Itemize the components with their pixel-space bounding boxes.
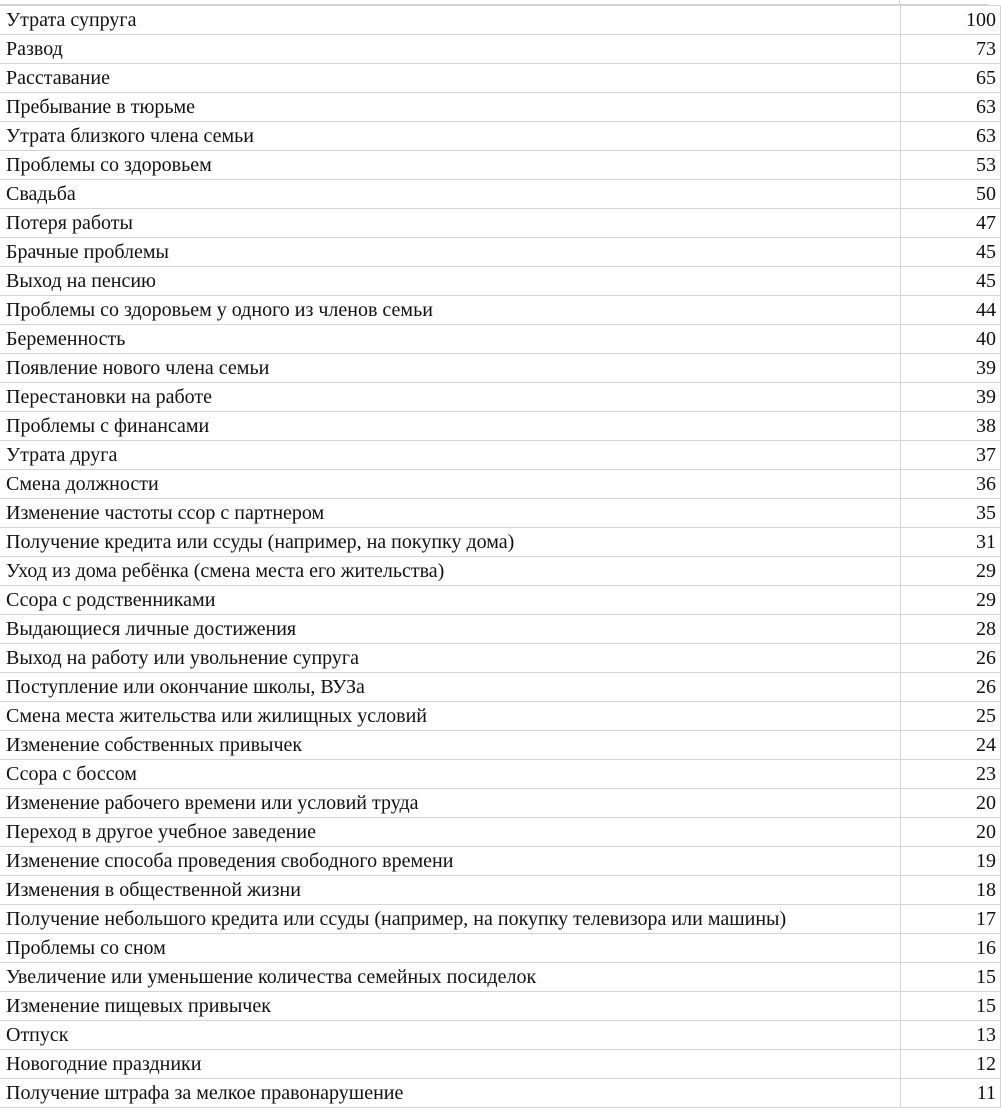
table-row bbox=[0, 528, 1001, 557]
event-cell[interactable]: Отпуск bbox=[0, 1021, 901, 1050]
event-cell[interactable]: Смена места жительства или жилищных условий bbox=[0, 702, 901, 731]
event-cell[interactable]: Перестановки на работе bbox=[0, 383, 901, 412]
event-cell[interactable]: Получение кредита или ссуды (например, на покупку дома) bbox=[0, 528, 901, 557]
table-row bbox=[0, 586, 1001, 615]
score-cell[interactable]: 13 bbox=[901, 1021, 1001, 1050]
score-cell[interactable]: 26 bbox=[901, 644, 1001, 673]
score-cell[interactable]: 17 bbox=[901, 905, 1001, 934]
event-cell[interactable]: Свадьба bbox=[0, 180, 901, 209]
score-cell[interactable]: 36 bbox=[901, 470, 1001, 499]
score-cell[interactable]: 24 bbox=[901, 731, 1001, 760]
event-cell[interactable]: Беременность bbox=[0, 325, 901, 354]
table-row bbox=[0, 180, 1001, 209]
table-row bbox=[0, 615, 1001, 644]
table-row bbox=[0, 35, 1001, 64]
score-cell[interactable]: 50 bbox=[901, 180, 1001, 209]
table-row bbox=[0, 847, 1001, 876]
table-body bbox=[0, 6, 1001, 1108]
event-cell[interactable]: Новогодние праздники bbox=[0, 1050, 901, 1079]
event-cell[interactable]: Выход на работу или увольнение супруга bbox=[0, 644, 901, 673]
event-cell[interactable]: Изменения в общественной жизни bbox=[0, 876, 901, 905]
event-cell[interactable]: Появление нового члена семьи bbox=[0, 354, 901, 383]
table-row bbox=[0, 818, 1001, 847]
table-row bbox=[0, 499, 1001, 528]
event-cell[interactable]: Увеличение или уменьшение количества семейных посиделок bbox=[0, 963, 901, 992]
event-cell[interactable]: Проблемы со здоровьем у одного из членов семьи bbox=[0, 296, 901, 325]
table-row bbox=[0, 151, 1001, 180]
event-cell[interactable]: Пребывание в тюрьме bbox=[0, 93, 901, 122]
table-row bbox=[0, 876, 1001, 905]
table-row bbox=[0, 702, 1001, 731]
event-cell[interactable]: Ссора с боссом bbox=[0, 760, 901, 789]
table-row bbox=[0, 963, 1001, 992]
table-row bbox=[0, 789, 1001, 818]
score-cell[interactable]: 15 bbox=[901, 992, 1001, 1021]
event-cell[interactable]: Выдающиеся личные достижения bbox=[0, 615, 901, 644]
score-cell[interactable]: 63 bbox=[901, 93, 1001, 122]
table-row bbox=[0, 383, 1001, 412]
table-row bbox=[0, 905, 1001, 934]
event-cell[interactable]: Расставание bbox=[0, 64, 901, 93]
event-cell[interactable]: Уход из дома ребёнка (смена места его жительства) bbox=[0, 557, 901, 586]
score-cell[interactable]: 26 bbox=[901, 673, 1001, 702]
event-cell[interactable]: Утрата близкого члена семьи bbox=[0, 122, 901, 151]
event-cell[interactable]: Проблемы со здоровьем bbox=[0, 151, 901, 180]
event-cell[interactable]: Проблемы со сном bbox=[0, 934, 901, 963]
score-cell[interactable]: 39 bbox=[901, 354, 1001, 383]
score-cell[interactable]: 20 bbox=[901, 789, 1001, 818]
score-cell[interactable]: 25 bbox=[901, 702, 1001, 731]
score-cell[interactable]: 44 bbox=[901, 296, 1001, 325]
table-row bbox=[0, 470, 1001, 499]
event-cell[interactable]: Брачные проблемы bbox=[0, 238, 901, 267]
event-cell[interactable]: Изменение частоты ссор с партнером bbox=[0, 499, 901, 528]
score-cell[interactable]: 16 bbox=[901, 934, 1001, 963]
event-cell[interactable]: Потеря работы bbox=[0, 209, 901, 238]
score-cell[interactable]: 38 bbox=[901, 412, 1001, 441]
table-row bbox=[0, 238, 1001, 267]
table-row bbox=[0, 760, 1001, 789]
score-cell[interactable]: 15 bbox=[901, 963, 1001, 992]
event-cell[interactable]: Получение небольшого кредита или ссуды (например, на покупку телевизора или машины) bbox=[0, 905, 901, 934]
score-cell[interactable]: 29 bbox=[901, 586, 1001, 615]
table-row bbox=[0, 557, 1001, 586]
event-cell[interactable]: Поступление или окончание школы, ВУЗа bbox=[0, 673, 901, 702]
event-cell[interactable]: Изменение рабочего времени или условий труда bbox=[0, 789, 901, 818]
score-cell[interactable]: 12 bbox=[901, 1050, 1001, 1079]
event-cell[interactable]: Развод bbox=[0, 35, 901, 64]
score-cell[interactable]: 40 bbox=[901, 325, 1001, 354]
table-row bbox=[0, 93, 1001, 122]
score-cell[interactable]: 29 bbox=[901, 557, 1001, 586]
event-cell[interactable]: Изменение способа проведения свободного времени bbox=[0, 847, 901, 876]
score-cell[interactable]: 20 bbox=[901, 818, 1001, 847]
table-row bbox=[0, 1021, 1001, 1050]
score-cell[interactable]: 100 bbox=[901, 6, 1001, 35]
table-row bbox=[0, 1050, 1001, 1079]
event-cell[interactable]: Изменение собственных привычек bbox=[0, 731, 901, 760]
score-cell[interactable]: 11 bbox=[901, 1079, 1001, 1108]
event-cell[interactable]: Проблемы с финансами bbox=[0, 412, 901, 441]
table-row bbox=[0, 1079, 1001, 1108]
table-row bbox=[0, 441, 1001, 470]
score-cell[interactable]: 18 bbox=[901, 876, 1001, 905]
life-events-table bbox=[0, 5, 1001, 1108]
event-cell[interactable]: Утрата друга bbox=[0, 441, 901, 470]
score-cell[interactable]: 23 bbox=[901, 760, 1001, 789]
event-cell[interactable]: Переход в другое учебное заведение bbox=[0, 818, 901, 847]
event-cell[interactable]: Утрата супруга bbox=[0, 6, 901, 35]
score-cell[interactable]: 63 bbox=[901, 122, 1001, 151]
score-cell[interactable]: 45 bbox=[901, 267, 1001, 296]
score-cell[interactable]: 37 bbox=[901, 441, 1001, 470]
table-row bbox=[0, 992, 1001, 1021]
table-row bbox=[0, 731, 1001, 760]
table-row bbox=[0, 325, 1001, 354]
table-row bbox=[0, 6, 1001, 35]
event-cell[interactable]: Ссора с родственниками bbox=[0, 586, 901, 615]
table-row bbox=[0, 673, 1001, 702]
score-cell[interactable]: 45 bbox=[901, 238, 1001, 267]
score-cell[interactable]: 31 bbox=[901, 528, 1001, 557]
event-cell[interactable]: Изменение пищевых привычек bbox=[0, 992, 901, 1021]
table-row bbox=[0, 644, 1001, 673]
table-row bbox=[0, 934, 1001, 963]
score-cell[interactable]: 19 bbox=[901, 847, 1001, 876]
table-row bbox=[0, 296, 1001, 325]
table-row bbox=[0, 354, 1001, 383]
table-row bbox=[0, 267, 1001, 296]
table-row bbox=[0, 412, 1001, 441]
score-cell[interactable]: 53 bbox=[901, 151, 1001, 180]
score-cell[interactable]: 28 bbox=[901, 615, 1001, 644]
event-cell[interactable]: Выход на пенсию bbox=[0, 267, 901, 296]
table-row bbox=[0, 122, 1001, 151]
table-row bbox=[0, 64, 1001, 93]
event-cell[interactable]: Получение штрафа за мелкое правонарушение bbox=[0, 1079, 901, 1108]
score-cell[interactable]: 35 bbox=[901, 499, 1001, 528]
event-cell[interactable]: Смена должности bbox=[0, 470, 901, 499]
score-cell[interactable]: 65 bbox=[901, 64, 1001, 93]
score-cell[interactable]: 47 bbox=[901, 209, 1001, 238]
table-row bbox=[0, 209, 1001, 238]
score-cell[interactable]: 39 bbox=[901, 383, 1001, 412]
score-cell[interactable]: 73 bbox=[901, 35, 1001, 64]
